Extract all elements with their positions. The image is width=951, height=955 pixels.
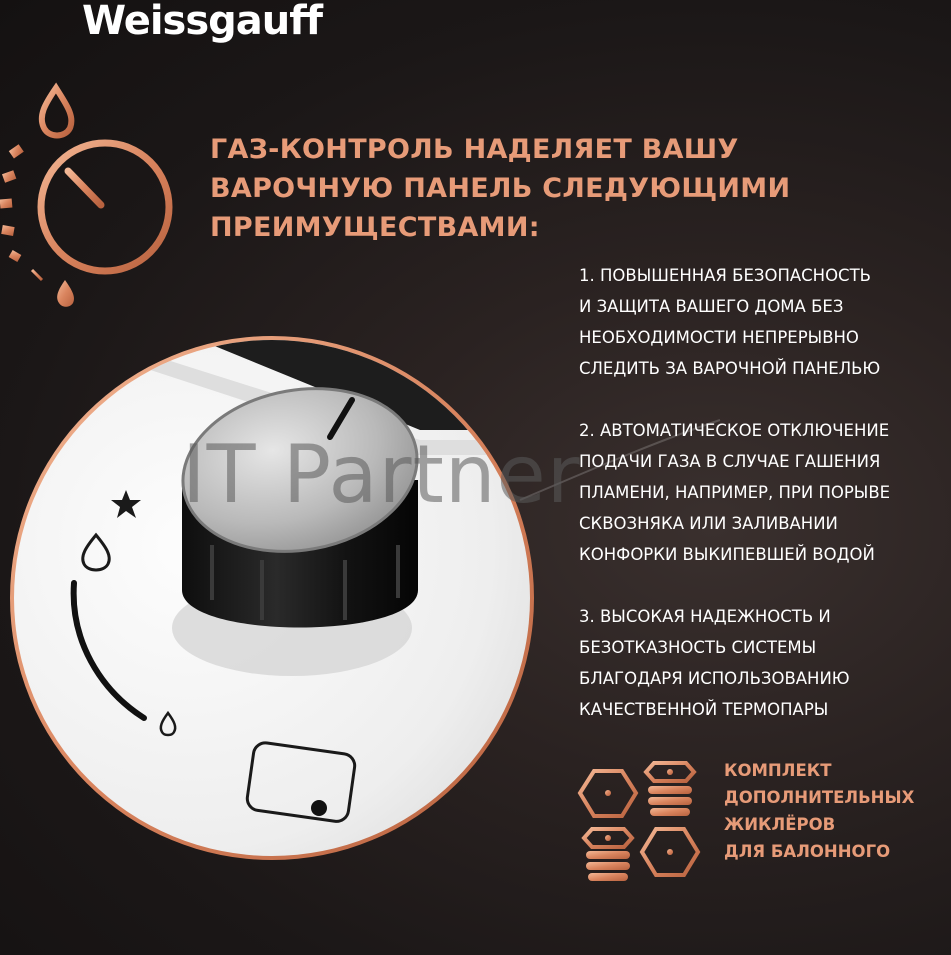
gas-control-timer-icon xyxy=(0,88,169,307)
benefit-item xyxy=(579,260,949,384)
benefit-line: СЛЕДИТЬ ЗА ВАРОЧНОЙ ПАНЕЛЬЮ xyxy=(579,359,881,378)
watermark: IT Partner xyxy=(182,428,581,521)
benefit-line: СКВОЗНЯКА ИЛИ ЗАЛИВАНИИ xyxy=(579,514,838,533)
benefit-line: ПОДАЧИ ГАЗА В СЛУЧАЕ ГАШЕНИЯ xyxy=(579,452,881,471)
benefit-line: КАЧЕСТВЕННОЙ ТЕРМОПАРЫ xyxy=(579,700,829,719)
kit-line: КОМПЛЕКТ xyxy=(724,761,832,780)
headline-line: ПРЕИМУЩЕСТВАМИ: xyxy=(210,212,540,243)
benefit-line: НЕОБХОДИМОСТИ НЕПРЕРЫВНО xyxy=(579,328,859,347)
headline xyxy=(210,130,830,247)
knob-photo xyxy=(0,330,540,870)
benefit-line: КОНФОРКИ ВЫКИПЕВШЕЙ ВОДОЙ xyxy=(579,545,875,564)
benefit-line: БЕЗОТКАЗНОСТЬ СИСТЕМЫ xyxy=(579,638,817,657)
kit-line: ЖИКЛЁРОВ xyxy=(724,815,836,834)
kit-caption xyxy=(724,757,914,865)
benefit-item xyxy=(579,415,949,570)
benefit-line: БЛАГОДАРЯ ИСПОЛЬЗОВАНИЮ xyxy=(579,669,850,688)
gas-jet-hex-icon xyxy=(642,829,698,875)
kit-line: ДОПОЛНИТЕЛЬНЫХ xyxy=(724,788,915,807)
headline-line: ГАЗ-КОНТРОЛЬ НАДЕЛЯЕТ ВАШУ xyxy=(210,134,739,165)
benefit-line: 1. ПОВЫШЕННАЯ БЕЗОПАСНОСТЬ xyxy=(579,266,871,285)
benefit-item xyxy=(579,601,949,725)
benefit-line: И ЗАЩИТА ВАШЕГО ДОМА БЕЗ xyxy=(579,297,844,316)
benefit-line: ПЛАМЕНИ, НАПРИМЕР, ПРИ ПОРЫВЕ xyxy=(579,483,891,502)
benefits-list xyxy=(579,260,949,756)
headline-line: ВАРОЧНУЮ ПАНЕЛЬ СЛЕДУЮЩИМИ xyxy=(210,173,791,204)
gas-jet-nozzle-icon xyxy=(584,829,632,881)
gas-jet-nozzle-icon xyxy=(646,763,694,816)
benefit-line: 3. ВЫСОКАЯ НАДЕЖНОСТЬ И xyxy=(579,607,831,626)
gas-jet-hex-icon xyxy=(580,771,636,816)
brand-logo: Weissgauff xyxy=(82,0,323,44)
kit-line: ДЛЯ БАЛОННОГО xyxy=(724,842,891,861)
benefit-line: 2. АВТОМАТИЧЕСКОЕ ОТКЛЮЧЕНИЕ xyxy=(579,421,890,440)
